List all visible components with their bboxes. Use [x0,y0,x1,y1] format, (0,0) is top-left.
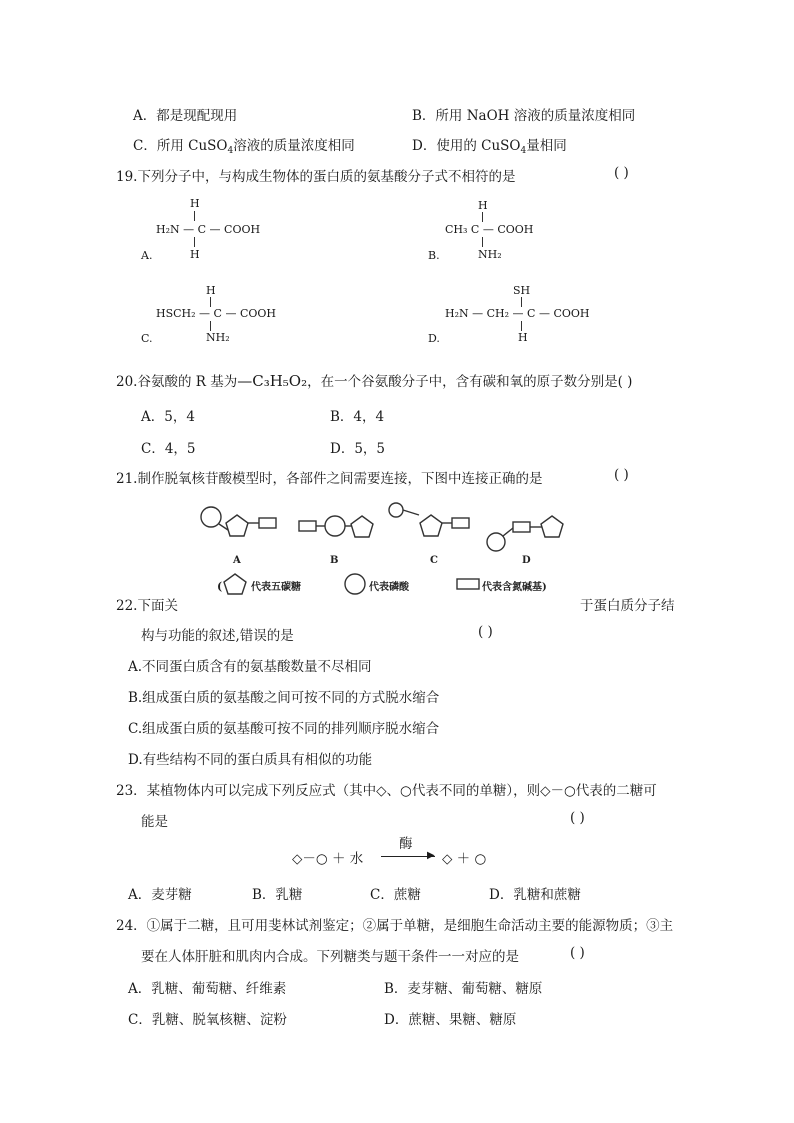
q24-answer-paren: ( ) [570,945,585,961]
q21-label-b: B [330,555,339,566]
phosphate-icon [389,503,403,517]
q21-label-d: D [522,555,531,566]
q23-equation-left: ◇－○ ＋ 水 [292,851,364,867]
base-icon [259,518,276,528]
q19-b-bottom-atom: NH₂ [478,248,502,261]
q19-b-formula: CH₃ C — COOH [445,223,534,236]
pentose-icon [541,516,563,537]
q24-option-d: D．蔗糖、果糖、糖原 [384,1012,517,1028]
pentose-icon [420,515,442,536]
q24-stem-continued: 要在人体肝脏和肌肉内合成。下列糖类与题干条件一一对应的是 [141,949,519,965]
q21-label-a: A [233,555,241,566]
pentose-icon [351,516,373,537]
q21-stem: 21.制作脱氧核苷酸模型时，各部件之间需要连接，下图中连接正确的是 [116,471,543,487]
arrow-right-icon: ▶ [427,850,435,861]
q19-b-label: B. [428,249,440,262]
phosphate-icon [487,533,505,551]
q19-c-bond-bottom [210,321,211,331]
q23-option-d: D．乳糖和蔗糖 [489,887,581,903]
q19-c-bond-top [210,297,211,307]
phosphate-icon [325,516,345,536]
q19-b-bond-bottom [482,237,483,247]
q19-b-top-atom: H [478,199,488,212]
q19-d-bond-bottom [521,321,522,331]
q21-nucleotide-diagram [195,498,575,598]
q23-enzyme-label: 酶 [399,836,413,852]
q23-option-b: B．乳糖 [252,887,303,903]
q20-stem: 20.谷氨酸的 R 基为—C₃H₅O₂，在一个谷氨酸分子中，含有碳和氧的原子数分别是( ) [116,372,633,390]
q21-label-c: C [430,555,438,566]
q22-stem-end: 构与功能的叙述,错误的是 [141,628,294,644]
q23-option-c: C．蔗糖 [370,887,421,903]
base-icon [452,518,469,528]
q24-option-b: B．麦芽糖、葡萄糖、糖原 [384,981,543,997]
q19-a-bottom-atom: H [190,248,200,261]
q19-c-top-atom: H [206,284,216,297]
q19-d-label: D. [428,332,440,345]
q18-option-a: A．都是现配现用 [133,108,238,124]
q19-d-top-atom: SH [513,284,531,297]
q19-a-top-atom: H [190,197,200,210]
q19-a-bond-bottom [194,237,195,247]
q19-a-formula: H₂N — C — COOH [156,223,261,236]
base-icon [513,522,530,532]
legend-base-icon [457,579,479,589]
q23-stem: 23．某植物体内可以完成下列反应式（其中◇、○代表不同的单糖），则◇－○代表的二糖可 [116,783,657,799]
q22-stem-middle: 于蛋白质分子结 [580,598,675,614]
q18-option-b: B．所用 NaOH 溶液的质量浓度相同 [412,108,636,124]
q21-model-a [201,507,276,536]
q20-option-b: B．4，4 [330,409,385,425]
q21-legend-base: 代表含氮碱基) [482,582,547,593]
q19-d-bond-top [521,297,522,307]
q22-stem-start: 22.下面关 [116,598,178,614]
base-icon [299,521,316,531]
q19-c-label: C. [141,332,153,345]
q19-c-formula: HSCH₂ — C — COOH [156,307,276,320]
q19-answer-paren: ( ) [614,165,629,181]
q20-option-c: C．4，5 [141,441,196,457]
q23-answer-paren: ( ) [570,810,585,826]
q20-formula: —C₃H₅O₂ [237,372,308,390]
q24-stem: 24．①属于二糖，且可用斐林试剂鉴定；②属于单糖，是细胞生命活动主要的能源物质；③主 [116,918,674,934]
q20-option-d: D．5，5 [330,441,386,457]
q23-equation-right: ◇ ＋ ○ [442,851,487,867]
phosphate-icon [201,507,221,527]
q22-answer-paren: ( ) [478,624,493,640]
q24-option-c: C．乳糖、脱氧核糖、淀粉 [128,1012,287,1028]
legend-phosphate-icon [345,574,365,594]
q20-option-a: A．5，4 [141,409,195,425]
q19-a-label: A. [141,249,153,262]
q24-option-a: A．乳糖、葡萄糖、纤维素 [128,981,287,997]
q21-model-d [487,516,563,551]
pentose-icon [226,515,248,536]
q21-legend-open: ( [217,580,223,593]
q23-stem-continued: 能是 [141,814,168,830]
legend-pentose-icon [224,574,246,594]
q21-model-b [299,516,373,537]
q19-d-bottom-atom: H [518,331,528,344]
q23-option-a: A．麦芽糖 [128,887,192,903]
q18-option-c: C．所用 CuSO$_4$溶液的质量浓度相同 [133,138,355,156]
q21-answer-paren: ( ) [614,467,629,483]
q22-option-b: B.组成蛋白质的氨基酸之间可按不同的方式脱水缩合 [128,690,440,706]
q19-d-formula: H₂N — CH₂ — C — COOH [445,307,590,320]
q19-a-bond-top [194,211,195,221]
q22-option-c: C.组成蛋白质的氨基酸可按不同的排列顺序脱水缩合 [128,721,440,737]
q19-c-bottom-atom: NH₂ [206,331,230,344]
q21-legend-pentose: 代表五碳糖 [251,582,301,593]
q19-stem: 19.下列分子中，与构成生物体的蛋白质的氨基酸分子式不相符的是 [116,169,516,185]
q19-b-bond-top [482,212,483,222]
q22-option-a: A.不同蛋白质含有的氨基酸数量不尽相同 [128,659,372,675]
q21-model-c [389,503,469,536]
q18-option-d: D．使用的 CuSO$_4$量相同 [412,138,567,156]
q22-option-d: D.有些结构不同的蛋白质具有相似的功能 [128,752,373,768]
q21-legend-phosphate: 代表磷酸 [369,582,409,593]
